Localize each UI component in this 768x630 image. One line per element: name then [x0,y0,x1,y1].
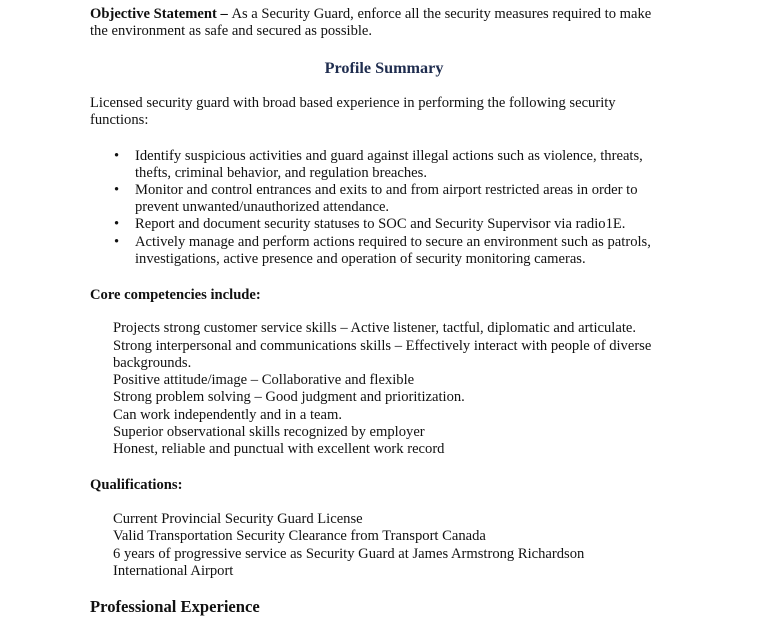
profile-intro-line1: Licensed security guard with broad based experience in performing the following security [90,95,616,111]
qualifications-heading: Qualifications: [90,477,183,493]
list-item: Valid Transportation Security Clearance from Transport Canada [113,528,486,544]
list-item: Strong interpersonal and communications skills – Effectively interact with people of diverse [113,338,652,354]
objective-label: Objective Statement [90,6,217,22]
objective-text-line1: As a Security Guard, enforce all the security measures required to make [231,6,652,22]
core-competencies-heading: Core competencies include: [90,287,261,303]
profile-summary-heading: Profile Summary [324,59,444,77]
bullet-icon: • [114,182,120,198]
bullet-icon: • [114,148,120,164]
list-item: Report and document security statuses to SOC and Security Supervisor via radio1E. [135,216,626,232]
list-item: Identify suspicious activities and guard against illegal actions such as violence, threats, [135,148,643,164]
list-item-cont: International Airport [113,563,234,579]
professional-experience-heading: Professional Experience [90,597,260,616]
list-item-cont: thefts, criminal behavior, and regulation breaches. [135,165,427,181]
list-item: Superior observational skills recognized by employer [113,424,425,440]
list-item: Projects strong customer service skills – Active listener, tactful, diplomatic and articulate. [113,320,637,336]
list-item: Monitor and control entrances and exits to and from airport restricted areas in order to [135,182,638,198]
list-item: Honest, reliable and punctual with excellent work record [113,441,445,457]
list-item: 6 years of progressive service as Security Guard at James Armstrong Richardson [113,546,585,562]
list-item-cont: prevent unwanted/unauthorized attendance. [135,199,390,215]
list-item: Actively manage and perform actions required to secure an environment such as patrols, [135,234,651,250]
list-item: Can work independently and in a team. [113,407,342,423]
list-item: Current Provincial Security Guard License [113,511,363,527]
bullet-icon: • [114,216,120,232]
list-item: Positive attitude/image – Collaborative and flexible [113,372,415,388]
profile-intro-line2: functions: [90,112,149,128]
objective-text-line2: the environment as safe and secured as possible. [90,23,373,39]
list-item-cont: backgrounds. [113,355,192,371]
objective-statement [90,6,651,23]
objective-dash: – [216,6,232,22]
bullet-icon: • [114,234,120,250]
list-item: Strong problem solving – Good judgment and prioritization. [113,389,465,405]
list-item-cont: investigations, active presence and operation of security monitoring cameras. [135,251,586,267]
